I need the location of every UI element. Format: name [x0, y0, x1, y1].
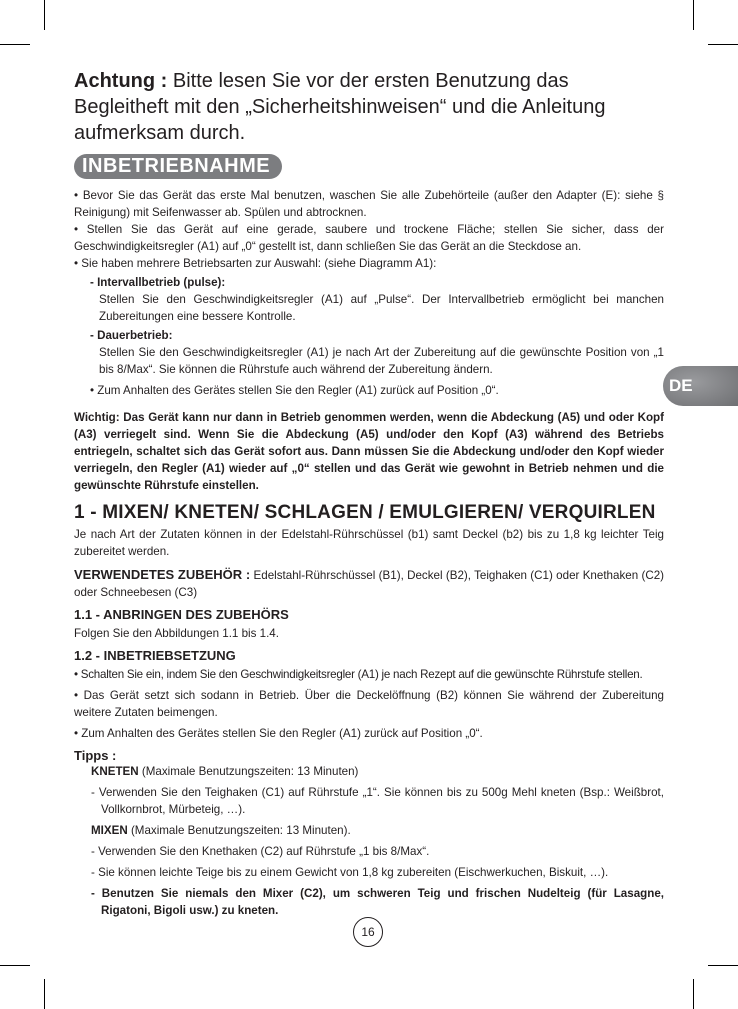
crop-mark [708, 44, 738, 45]
attention-label: Achtung : [74, 70, 168, 92]
page-content [74, 68, 664, 919]
crop-mark [0, 965, 30, 966]
page-number [353, 917, 383, 947]
section-1-2-bullet: • Das Gerät setzt sich sodann in Betrieb. Über die Deckelöffnung (B2) können Sie während der Zubereitung weitere Zutaten beimengen. [74, 689, 664, 719]
crop-mark [693, 0, 694, 30]
attention-text: Bitte lesen Sie vor der ersten Benutzung das Begleitheft mit den „Sicherheitshinweisen“ und die Anleitung aufmerksam durch. [74, 70, 606, 144]
crop-mark [44, 0, 45, 30]
mode-heading: - Dauerbetrieb: [90, 329, 173, 342]
stop-bullet: • Zum Anhalten des Gerätes stellen Sie den Regler (A1) zurück auf Position „0“. [90, 384, 499, 397]
tips-title: Tipps : [74, 748, 117, 763]
section-1-2-bullet: • Zum Anhalten des Gerätes stellen Sie den Regler (A1) zurück auf Position „0“. [74, 727, 483, 740]
section-title: INBETRIEBNAHME [74, 154, 282, 179]
heading-mixing: 1 - MIXEN/ KNETEN/ SCHLAGEN / EMULGIEREN/ VERQUIRLEN [74, 502, 656, 523]
mode-body: Stellen Sie den Geschwindigkeitsregler (A1) auf „Pulse“. Der Intervallbetrieb ermöglicht bei manchen Zubereitungen eine bessere Kontrolle. [99, 293, 664, 323]
mode-item [74, 327, 664, 378]
warning-paragraph: Wichtig: Das Gerät kann nur dann in Betrieb genommen werden, wenn die Abdeckung (A5) und oder Kopf (A3) verriegelt sind. Wenn Sie die Abdeckung (A5) und/oder den Kopf (A3) während des Betriebs entriegeln, schaltet sich das Gerät sofort aus. Dann müssen Sie die Abdeckung und/oder den Kopf wieder verriegeln, den Regler (A1) wieder auf „0“ stellen und das Gerät wie gewohnt in Betrieb nehmen und die gewünschte Rührstufe einstellen. [74, 411, 664, 492]
section-1-2-title: 1.2 - INBETRIEBSETZUNG [74, 648, 236, 663]
kneten-note: (Maximale Benutzungszeiten: 13 Minuten) [138, 765, 359, 778]
kneten-label: KNETEN [91, 765, 139, 778]
mixen-note: (Maximale Benutzungszeiten: 13 Minuten). [127, 824, 351, 837]
mixen-line [91, 822, 664, 839]
section-1-1-text: Folgen Sie den Abbildungen 1.1 bis 1.4. [74, 627, 279, 640]
kneten-line [91, 763, 664, 780]
mode-item [74, 274, 664, 325]
mixen-warning: - Benutzen Sie niemals den Mixer (C2), um schweren Teig und frischen Nudelteig (für Lasagne, Rigatoni, Bigoli usw.) zu kneten. [91, 887, 664, 917]
language-tab [663, 366, 738, 406]
language-tab-label: DE [669, 376, 693, 395]
mode-body: Stellen Sie den Geschwindigkeitsregler (A1) je nach Art der Zubereitung auf die gewünschte Position von „1 bis 8/Max“. Sie können die Rührstufe auch während der Zubereitung ändern. [99, 346, 664, 376]
mode-heading: - Intervallbetrieb (pulse): [90, 276, 226, 289]
accessories-label: VERWENDETES ZUBEHÖR : [74, 567, 251, 582]
crop-mark [44, 979, 45, 1009]
attention-notice [74, 68, 664, 146]
crop-mark [708, 965, 738, 966]
page-number-text: 16 [361, 925, 375, 939]
mixen-item: - Sie können leichte Teige bis zu einem Gewicht von 1,8 kg zubereiten (Eischwerkuchen, Biskuit, …). [91, 866, 609, 879]
intro-bullet: • Sie haben mehrere Betriebsarten zur Auswahl: (siehe Diagramm A1): [74, 257, 437, 270]
kneten-item: - Verwenden Sie den Teighaken (C1) auf Rührstufe „1“. Sie können bis zu 500g Mehl kneten (Bsp.: Weißbrot, Vollkornbrot, Mürbeteig, …). [91, 786, 664, 816]
mixen-label: MIXEN [91, 824, 128, 837]
intro-bullet: • Bevor Sie das Gerät das erste Mal benutzen, waschen Sie alle Zubehörteile (außer den Adapter (E): siehe § Reinigung) mit Seifenwasser ab. Spülen und abtrocknen. [74, 189, 664, 219]
section-1-2-bullet: • Schalten Sie ein, indem Sie den Geschwindigkeitsregler (A1) je nach Rezept auf die gewünschte Rührstufe stellen. [74, 668, 643, 681]
crop-mark [0, 44, 30, 45]
accessories-text: Edelstahl-Rührschüssel (B1), Deckel (B2), Teighaken (C1) oder Knethaken (C2) oder Schneebesen (C3) [74, 569, 665, 599]
accessories-paragraph [74, 566, 664, 601]
mixen-item: - Verwenden Sie den Knethaken (C2) auf Rührstufe „1 bis 8/Max“. [91, 845, 430, 858]
intro-bullet: • Stellen Sie das Gerät auf eine gerade, saubere und trockene Fläche; stellen Sie sicher, dass der Geschwindigkeitsregler (A1) auf „0“ gestellt ist, dann schließen Sie das Gerät an die Steckdose an. [74, 223, 664, 253]
heading-mixing-text: Je nach Art der Zutaten können in der Edelstahl-Rührschüssel (b1) samt Deckel (b2) bis zu 1,8 kg leichter Teig zubereitet werden. [74, 528, 664, 558]
section-1-1-title: 1.1 - ANBRINGEN DES ZUBEHÖRS [74, 607, 289, 622]
tips-block [74, 763, 664, 919]
crop-mark [693, 979, 694, 1009]
